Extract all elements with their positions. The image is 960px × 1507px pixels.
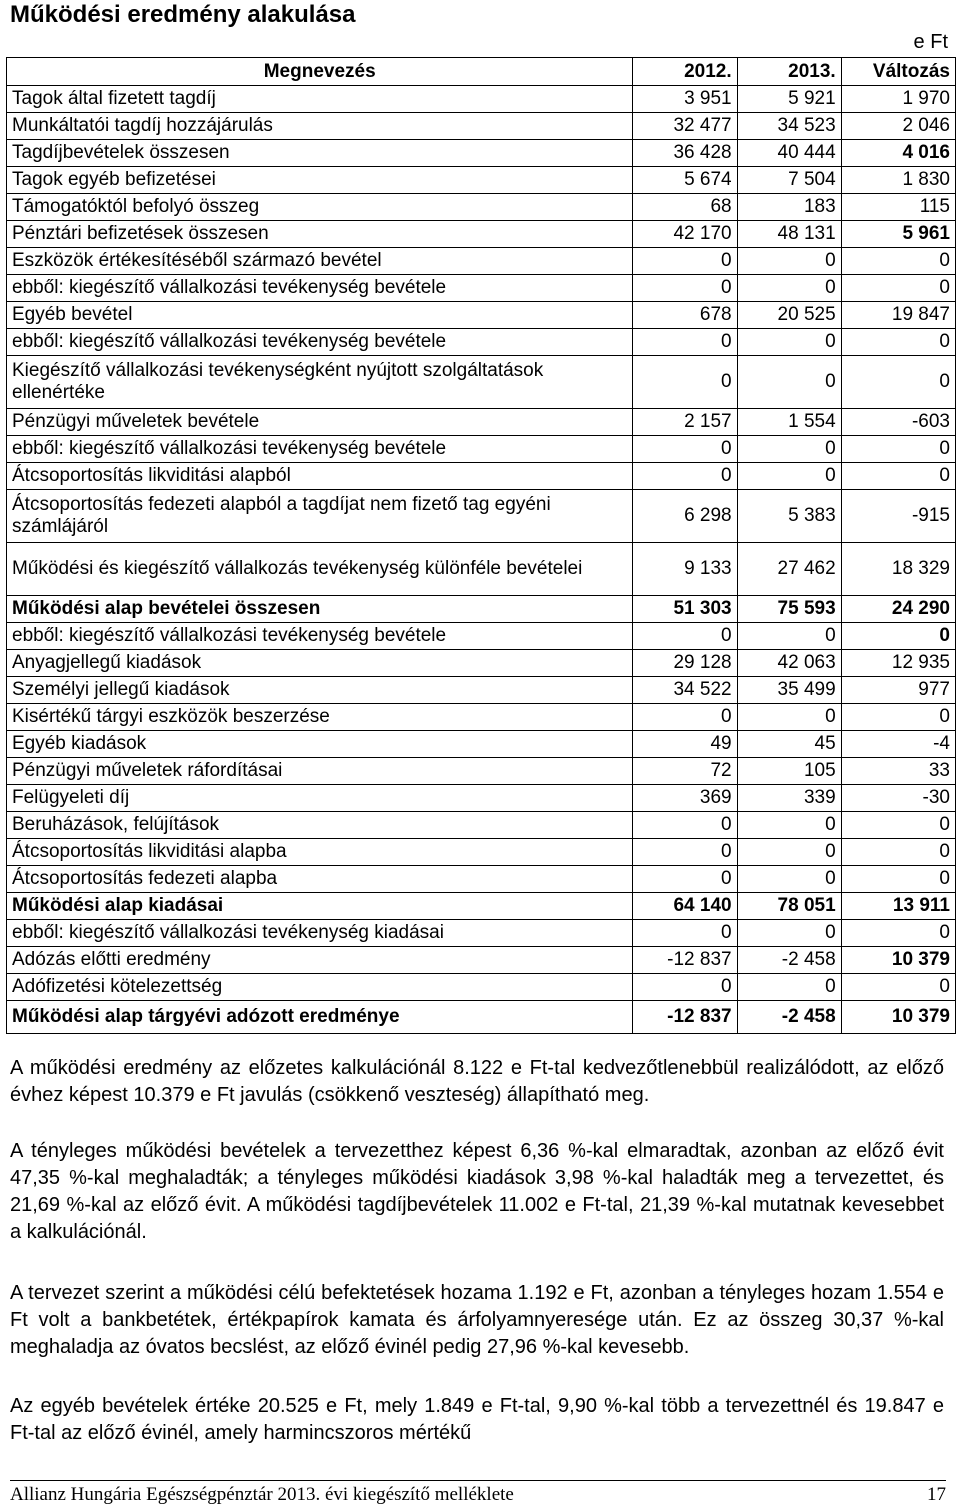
table-row	[7, 543, 956, 596]
table-row	[7, 329, 956, 356]
row-value-change: -4	[841, 731, 955, 758]
row-value-2013: 45	[737, 731, 841, 758]
row-name: ebből: kiegészítő vállalkozási tevékenység bevétele	[7, 329, 633, 356]
page-number: 17	[927, 1484, 946, 1505]
row-value-2012: 0	[633, 275, 737, 302]
row-value-2012: 5 674	[633, 167, 737, 194]
table-row	[7, 839, 956, 866]
row-value-2012: 0	[633, 356, 737, 409]
row-value-2012: 68	[633, 194, 737, 221]
row-value-change: -915	[841, 490, 955, 543]
row-name: Kisértékű tárgyi eszközök beszerzése	[7, 704, 633, 731]
row-value-2012: 0	[633, 839, 737, 866]
row-name: Működési alap tárgyévi adózott eredménye	[7, 1001, 633, 1034]
table-row	[7, 167, 956, 194]
row-value-change: 0	[841, 463, 955, 490]
table-row	[7, 596, 956, 623]
row-value-2013: 34 523	[737, 113, 841, 140]
row-value-2012: 0	[633, 436, 737, 463]
table-row	[7, 920, 956, 947]
unit-label: e Ft	[913, 31, 948, 53]
row-value-change: 0	[841, 866, 955, 893]
operating-result-table	[6, 57, 956, 1034]
row-name: Pénzügyi műveletek bevétele	[7, 409, 633, 436]
paragraph-3: A tervezet szerint a működési célú befektetések hozama 1.192 e Ft, azonban a tényleges hozam 1.554 e Ft volt a bankbetétek, értékpapírok kamata és árfolyamnyeresége után. Ez az összeg 30,37 %-kal meghaladja az óvatos becslést, az előző évinél pedig 27,96 %-kal kevesebb.	[10, 1282, 944, 1358]
row-value-change: -603	[841, 409, 955, 436]
row-value-2012: 0	[633, 920, 737, 947]
table-row	[7, 677, 956, 704]
row-name: Tagdíjbevételek összesen	[7, 140, 633, 167]
row-value-2013: 0	[737, 866, 841, 893]
row-name: Egyéb bevétel	[7, 302, 633, 329]
table-row	[7, 356, 956, 409]
row-value-2012: 9 133	[633, 543, 737, 596]
row-value-2013: 105	[737, 758, 841, 785]
row-value-change: 0	[841, 704, 955, 731]
row-value-2012: 369	[633, 785, 737, 812]
row-name: ebből: kiegészítő vállalkozási tevékenység bevétele	[7, 623, 633, 650]
table-row	[7, 758, 956, 785]
row-value-change: 0	[841, 329, 955, 356]
row-value-2013: 0	[737, 248, 841, 275]
row-name: Munkáltatói tagdíj hozzájárulás	[7, 113, 633, 140]
row-value-change: 10 379	[841, 1001, 955, 1034]
row-value-2013: 0	[737, 920, 841, 947]
row-value-change: 977	[841, 677, 955, 704]
row-name: Működési és kiegészítő vállalkozás tevékenység különféle bevételei	[7, 543, 633, 596]
row-name: Pénztári befizetések összesen	[7, 221, 633, 248]
row-value-change: 0	[841, 356, 955, 409]
row-value-change: 0	[841, 623, 955, 650]
row-value-2012: 3 951	[633, 86, 737, 113]
row-name: Adófizetési kötelezettség	[7, 974, 633, 1001]
footer-text: Allianz Hungária Egészségpénztár 2013. évi kiegészítő melléklete	[10, 1484, 514, 1505]
row-value-2013: 183	[737, 194, 841, 221]
row-value-2013: 0	[737, 839, 841, 866]
table-row	[7, 436, 956, 463]
header-2013: 2013.	[737, 58, 841, 86]
row-value-2012: 51 303	[633, 596, 737, 623]
table-row	[7, 785, 956, 812]
table-row	[7, 113, 956, 140]
row-value-2013: -2 458	[737, 1001, 841, 1034]
row-value-2012: 0	[633, 866, 737, 893]
page-title: Működési eredmény alakulása	[10, 1, 356, 28]
row-name: Anyagjellegű kiadások	[7, 650, 633, 677]
row-value-2013: -2 458	[737, 947, 841, 974]
row-value-2013: 42 063	[737, 650, 841, 677]
row-value-2012: 0	[633, 704, 737, 731]
table-row	[7, 490, 956, 543]
row-name: Támogatóktól befolyó összeg	[7, 194, 633, 221]
table-row	[7, 86, 956, 113]
row-value-2012: 34 522	[633, 677, 737, 704]
table-row	[7, 947, 956, 974]
table-row	[7, 866, 956, 893]
row-value-change: 0	[841, 275, 955, 302]
row-name: Működési alap kiadásai	[7, 893, 633, 920]
row-value-2013: 40 444	[737, 140, 841, 167]
table-row	[7, 623, 956, 650]
table-row	[7, 704, 956, 731]
row-value-2013: 0	[737, 704, 841, 731]
table-row	[7, 731, 956, 758]
row-value-change: 19 847	[841, 302, 955, 329]
row-value-2012: 0	[633, 248, 737, 275]
table-row	[7, 194, 956, 221]
row-name: Tagok által fizetett tagdíj	[7, 86, 633, 113]
row-value-2012: 29 128	[633, 650, 737, 677]
header-change: Változás	[841, 58, 955, 86]
table-row	[7, 650, 956, 677]
row-value-2012: 0	[633, 974, 737, 1001]
paragraph-4: Az egyéb bevételek értéke 20.525 e Ft, mely 1.849 e Ft-tal, 9,90 %-kal több a tervezettnél és 19.847 e Ft-tal az előző évinél, amely harmincszoros mértékű	[10, 1395, 944, 1444]
row-name: Eszközök értékesítéséből származó bevétel	[7, 248, 633, 275]
row-value-2013: 48 131	[737, 221, 841, 248]
row-name: Kiegészítő vállalkozási tevékenységként nyújtott szolgáltatások ellenértéke	[7, 356, 633, 409]
row-value-2013: 35 499	[737, 677, 841, 704]
row-value-change: 1 830	[841, 167, 955, 194]
row-value-2012: 0	[633, 623, 737, 650]
row-value-2013: 27 462	[737, 543, 841, 596]
row-value-2013: 0	[737, 974, 841, 1001]
row-value-2013: 75 593	[737, 596, 841, 623]
row-name: Átcsoportosítás fedezeti alapból a tagdíjat nem fizető tag egyéni számlájáról	[7, 490, 633, 543]
row-value-2013: 0	[737, 623, 841, 650]
row-name: Átcsoportosítás fedezeti alapba	[7, 866, 633, 893]
page-footer	[10, 1480, 946, 1507]
table-row	[7, 812, 956, 839]
row-name: Pénzügyi műveletek ráfordításai	[7, 758, 633, 785]
row-name: Átcsoportosítás likviditási alapból	[7, 463, 633, 490]
row-value-2012: 32 477	[633, 113, 737, 140]
paragraph-1: A működési eredmény az előzetes kalkulációnál 8.122 e Ft-tal kedvezőtlenebbül realizálódott, az előző évhez képest 10.379 e Ft javulás (csökkenő veszteség) állapítható meg.	[10, 1057, 944, 1106]
row-name: ebből: kiegészítő vállalkozási tevékenység bevétele	[7, 436, 633, 463]
row-value-2013: 0	[737, 436, 841, 463]
row-value-2012: -12 837	[633, 1001, 737, 1034]
row-value-change: 10 379	[841, 947, 955, 974]
row-value-2012: 6 298	[633, 490, 737, 543]
row-value-2012: 0	[633, 812, 737, 839]
row-value-2013: 0	[737, 329, 841, 356]
row-name: Tagok egyéb befizetései	[7, 167, 633, 194]
row-value-2013: 5 921	[737, 86, 841, 113]
row-value-change: 5 961	[841, 221, 955, 248]
row-name: ebből: kiegészítő vállalkozási tevékenység kiadásai	[7, 920, 633, 947]
row-value-2013: 0	[737, 812, 841, 839]
row-name: Adózás előtti eredmény	[7, 947, 633, 974]
row-value-change: 13 911	[841, 893, 955, 920]
row-name: ebből: kiegészítő vállalkozási tevékenység bevétele	[7, 275, 633, 302]
row-value-2012: 2 157	[633, 409, 737, 436]
table-row	[7, 463, 956, 490]
header-2012: 2012.	[633, 58, 737, 86]
table-row	[7, 409, 956, 436]
table-row	[7, 140, 956, 167]
row-value-2012: 72	[633, 758, 737, 785]
row-value-2013: 339	[737, 785, 841, 812]
row-value-change: 1 970	[841, 86, 955, 113]
row-value-2012: 678	[633, 302, 737, 329]
row-value-change: 0	[841, 248, 955, 275]
row-value-change: 24 290	[841, 596, 955, 623]
row-value-change: 0	[841, 839, 955, 866]
row-value-2013: 20 525	[737, 302, 841, 329]
row-value-change: 0	[841, 920, 955, 947]
row-value-2013: 7 504	[737, 167, 841, 194]
row-value-2012: -12 837	[633, 947, 737, 974]
row-value-change: -30	[841, 785, 955, 812]
row-value-2012: 64 140	[633, 893, 737, 920]
row-value-2012: 36 428	[633, 140, 737, 167]
row-name: Átcsoportosítás likviditási alapba	[7, 839, 633, 866]
row-value-2012: 49	[633, 731, 737, 758]
row-value-change: 18 329	[841, 543, 955, 596]
header-name: Megnevezés	[7, 58, 633, 86]
table-row	[7, 893, 956, 920]
row-value-change: 4 016	[841, 140, 955, 167]
row-value-2013: 0	[737, 463, 841, 490]
row-value-change: 2 046	[841, 113, 955, 140]
row-value-2012: 0	[633, 329, 737, 356]
row-value-change: 0	[841, 436, 955, 463]
row-value-change: 0	[841, 974, 955, 1001]
table-row	[7, 248, 956, 275]
row-value-2013: 5 383	[737, 490, 841, 543]
table-row	[7, 221, 956, 248]
paragraph-2: A tényleges működési bevételek a tervezetthez képest 6,36 %-kal elmaradtak, azonban az előző évit 47,35 %-kal meghaladták; a tényleges működési kiadások 3,98 %-kal haladták meg a tervezettet, és 21,69 %-kal az előző évit. A működési tagdíjbevételek 11.002 e Ft-tal, 21,39 %-kal mutatnak kevesebbet a kalkulációnál.	[10, 1140, 944, 1243]
row-name: Egyéb kiadások	[7, 731, 633, 758]
row-value-2013: 1 554	[737, 409, 841, 436]
table-row	[7, 302, 956, 329]
row-value-2013: 78 051	[737, 893, 841, 920]
row-name: Felügyeleti díj	[7, 785, 633, 812]
table-row	[7, 1001, 956, 1034]
table-row	[7, 974, 956, 1001]
row-value-change: 0	[841, 812, 955, 839]
row-value-2012: 42 170	[633, 221, 737, 248]
row-value-2013: 0	[737, 275, 841, 302]
row-value-2013: 0	[737, 356, 841, 409]
row-name: Működési alap bevételei összesen	[7, 596, 633, 623]
table-header-row	[7, 58, 956, 86]
row-value-change: 33	[841, 758, 955, 785]
row-name: Beruházások, felújítások	[7, 812, 633, 839]
row-value-2012: 0	[633, 463, 737, 490]
table-body	[7, 86, 956, 1034]
row-name: Személyi jellegű kiadások	[7, 677, 633, 704]
row-value-change: 12 935	[841, 650, 955, 677]
row-value-change: 115	[841, 194, 955, 221]
table-row	[7, 275, 956, 302]
